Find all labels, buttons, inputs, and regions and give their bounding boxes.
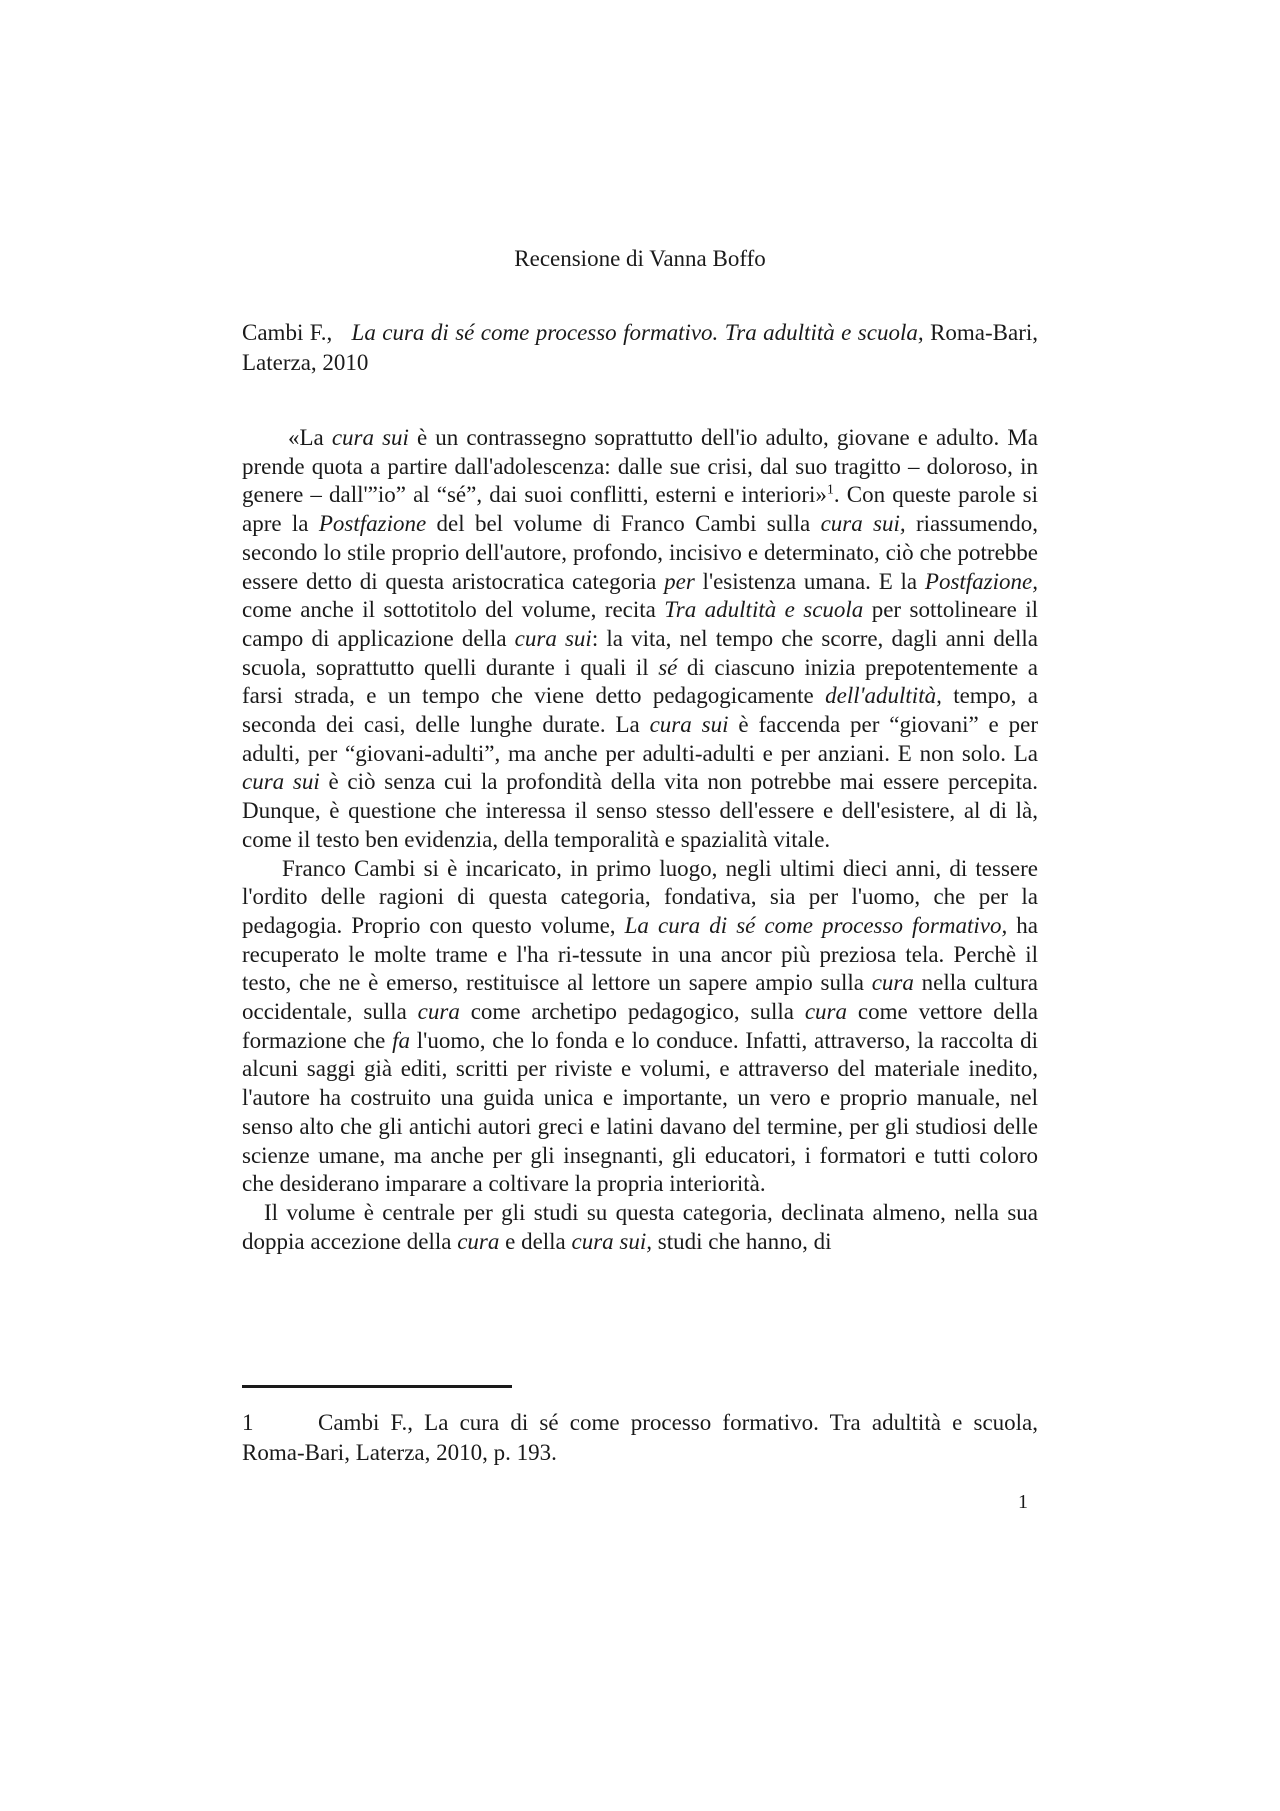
citation-publisher: Roma-Bari, Laterza, 2010 [242, 320, 1039, 375]
italic-run: cura [457, 1228, 500, 1254]
italic-run: cura [417, 999, 460, 1025]
italic-run: cura sui [649, 712, 729, 738]
italic-run: cura sui, [820, 511, 906, 537]
review-body [242, 424, 1038, 1256]
italic-run: cura [804, 999, 847, 1025]
text-run: l'uomo, che lo fonda e lo conduce. Infatti, attraverso, la raccolta di alcuni saggi già editi, scritti per riviste e volumi, e attraverso del materiale inedito, l'autore ha costruito una guida unica e importante, un vero e proprio manuale, nel senso alto che gli antichi autori greci e latini davano del termine, per gli studiosi delle scienze umane, ma anche per gli insegnanti, gli educatori, i formatori e tutti coloro che desiderano imparare a coltivare la propria interiorità. [242, 1027, 1038, 1197]
paragraph-2 [242, 855, 1038, 1199]
italic-run: fa [392, 1027, 411, 1053]
text-run: come anche il sottotitolo del volume, recita [242, 597, 665, 623]
italic-run: cura sui [331, 425, 409, 450]
italic-run: La cura di sé come processo formativo, [624, 912, 1008, 938]
italic-run: dell'adultità, [825, 683, 942, 709]
book-citation [242, 318, 1038, 378]
citation-author: Cambi F., [242, 320, 333, 345]
text-run: è faccenda per “giovani” e per adulti, per “giovani-adulti”, ma anche per adulti-adulti e per anziani. E non solo. La [242, 712, 1039, 766]
text-run: : la vita, nel tempo che scorre, dagli anni della scuola, soprattutto quelli durante i quali il [242, 625, 1039, 680]
italic-run: cura [871, 970, 914, 996]
italic-run: Postfazione, [924, 568, 1038, 594]
italic-run: Postfazione [318, 511, 427, 537]
text-run: studi che hanno, di [652, 1228, 832, 1254]
paragraph-3 [242, 1199, 1038, 1256]
italic-run: per [664, 568, 695, 594]
footnote [242, 1408, 1038, 1468]
footnote-text: Cambi F., La cura di sé come processo formativo. Tra adultità e scuola, Roma-Bari, Laterza, 2010, p. 193. [242, 1410, 1038, 1465]
text-run: ha recuperato le molte trame e l'ha ri-tessute in una ancor più preziosa tela. Perchè il testo, che ne è emerso, restituisce al lettore un sapere ampio sulla [242, 912, 1039, 996]
text-run: del bel volume di Franco Cambi sulla [426, 511, 821, 537]
text-run: riassumendo, secondo lo stile proprio dell'autore, profondo, incisivo e determinato, ciò che potrebbe essere detto di questa aristocratica categoria [242, 511, 1038, 594]
page-number: 1 [1018, 1491, 1028, 1513]
text-run: per sottolineare il campo di applicazione della [242, 597, 1038, 651]
text-run: è ciò senza cui la profondità della vita non potrebbe mai essere percepita. Dunque, è questione che interessa il senso stesso dell'essere e dell'esistere, al di là, come il testo ben evidenzia, della temporalità e spazialità vitale. [242, 769, 1038, 852]
text-run: è un contrassegno soprattutto dell'io adulto, giovane e adulto. Ma prende quota a partire dall'adolescenza: dalle sue crisi, dal suo tragitto – doloroso, in genere – dall'”io” al “sé”, dai suoi conflitti, esterni e interiori» [242, 425, 1039, 508]
review-title: Recensione di Vanna Boffo [514, 246, 766, 271]
italic-run: sé [658, 654, 678, 680]
text-run: come vettore della formazione che [242, 999, 1038, 1053]
text-run: e della [499, 1228, 572, 1254]
paragraph-1 [242, 424, 1038, 855]
text-run: di ciascuno inizia prepotentemente a farsi strada, e un tempo che viene detto pedagogicamente [242, 654, 1038, 709]
footnote-number: 1 [242, 1410, 254, 1435]
italic-run: cura sui [242, 769, 320, 795]
text-run: Il volume è centrale per gli studi su questa categoria, declinata almeno, nella sua doppia accezione della [242, 1199, 1038, 1254]
text-run: tempo, a seconda dei casi, delle lunghe durate. La [242, 683, 1038, 738]
italic-run: Tra adultità e scuola [664, 597, 864, 623]
text-run: . Con queste parole si apre la [242, 482, 1038, 537]
text-run: come archetipo pedagogico, sulla [459, 999, 805, 1025]
italic-run: cura sui [514, 625, 592, 651]
text-run: «La [288, 425, 332, 450]
citation-book-title: La cura di sé come processo formativo. Tra adultità e scuola, [351, 320, 924, 345]
italic-run: cura sui, [571, 1228, 653, 1254]
text-run: l'esistenza umana. E la [694, 568, 925, 594]
footnote-separator [242, 1385, 512, 1388]
text-run: Franco Cambi si è incaricato, in primo luogo, negli ultimi dieci anni, di tessere l'ordito delle ragioni di questa categoria, fondativa, sia per l'uomo, che per la pedagogia. Proprio con questo volume, [242, 855, 1038, 938]
text-run: nella cultura occidentale, sulla [242, 970, 1038, 1025]
footnote-reference[interactable]: 1 [826, 482, 834, 498]
